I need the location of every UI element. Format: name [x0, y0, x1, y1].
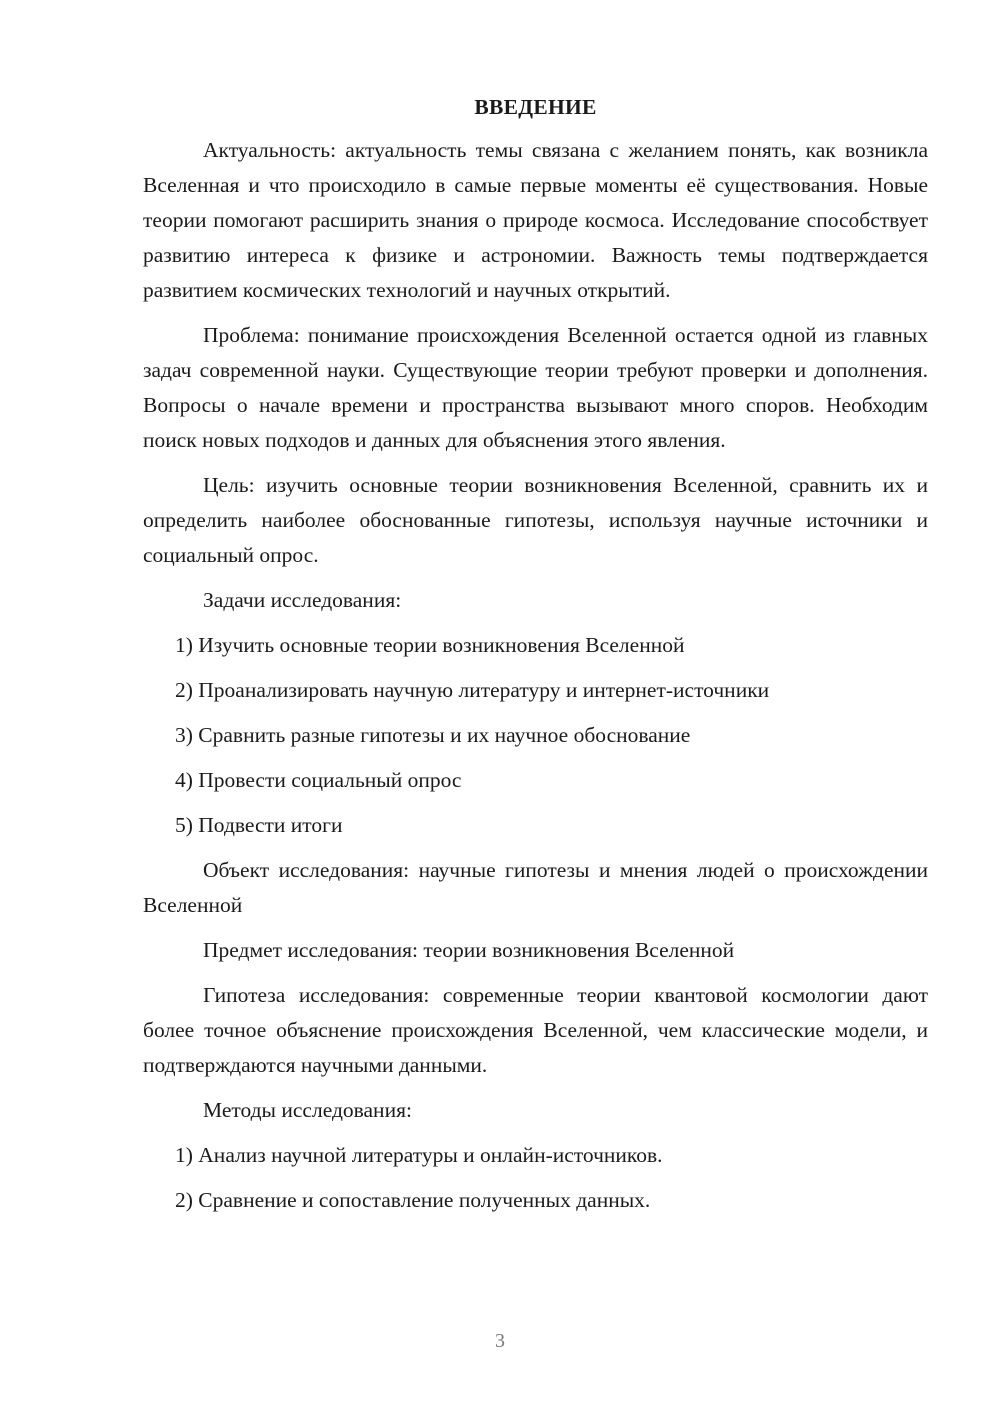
- problem-paragraph: Проблема: понимание происхождения Вселенной остается одной из главных задач современной науки. Существующие теории требуют проверки и дополнения. Вопросы о начале времени и пространства вызывают много споров. Необходим поиск новых подходов и данных для объяснения этого явления.: [143, 323, 928, 452]
- method-item: 1) Анализ научной литературы и онлайн-источников.: [175, 1143, 663, 1167]
- section-title: ВВЕДЕНИЕ: [474, 95, 597, 119]
- task-item: 2) Проанализировать научную литературу и интернет-источники: [175, 678, 770, 702]
- relevance-paragraph: Актуальность: актуальность темы связана с желанием понять, как возникла Вселенная и что происходило в самые первые моменты её существования. Новые теории помогают расширить знания о природе космоса. Исследование способствует развитию интереса к физике и астрономии. Важность темы подтверждается развитием космических технологий и научных открытий.: [143, 138, 928, 302]
- task-item: 4) Провести социальный опрос: [175, 768, 462, 792]
- task-item: 5) Подвести итоги: [175, 813, 343, 837]
- hypothesis-paragraph: Гипотеза исследования: современные теории квантовой космологии дают более точное объяснение происхождения Вселенной, чем классические модели, и подтверждаются научными данными.: [143, 983, 928, 1077]
- method-item: 2) Сравнение и сопоставление полученных данных.: [175, 1188, 651, 1212]
- task-item: 1) Изучить основные теории возникновения Вселенной: [175, 633, 685, 657]
- task-item: 3) Сравнить разные гипотезы и их научное обоснование: [175, 723, 691, 747]
- tasks-heading: Задачи исследования:: [203, 588, 402, 612]
- page-number: 3: [495, 1330, 505, 1352]
- methods-heading: Методы исследования:: [203, 1098, 412, 1122]
- goal-paragraph: Цель: изучить основные теории возникновения Вселенной, сравнить их и определить наиболее обоснованные гипотезы, используя научные источники и социальный опрос.: [143, 473, 928, 567]
- object-paragraph: Объект исследования: научные гипотезы и мнения людей о происхождении Вселенной: [143, 858, 928, 917]
- subject-paragraph: Предмет исследования: теории возникновения Вселенной: [203, 938, 735, 962]
- document-page: [143, 90, 928, 1228]
